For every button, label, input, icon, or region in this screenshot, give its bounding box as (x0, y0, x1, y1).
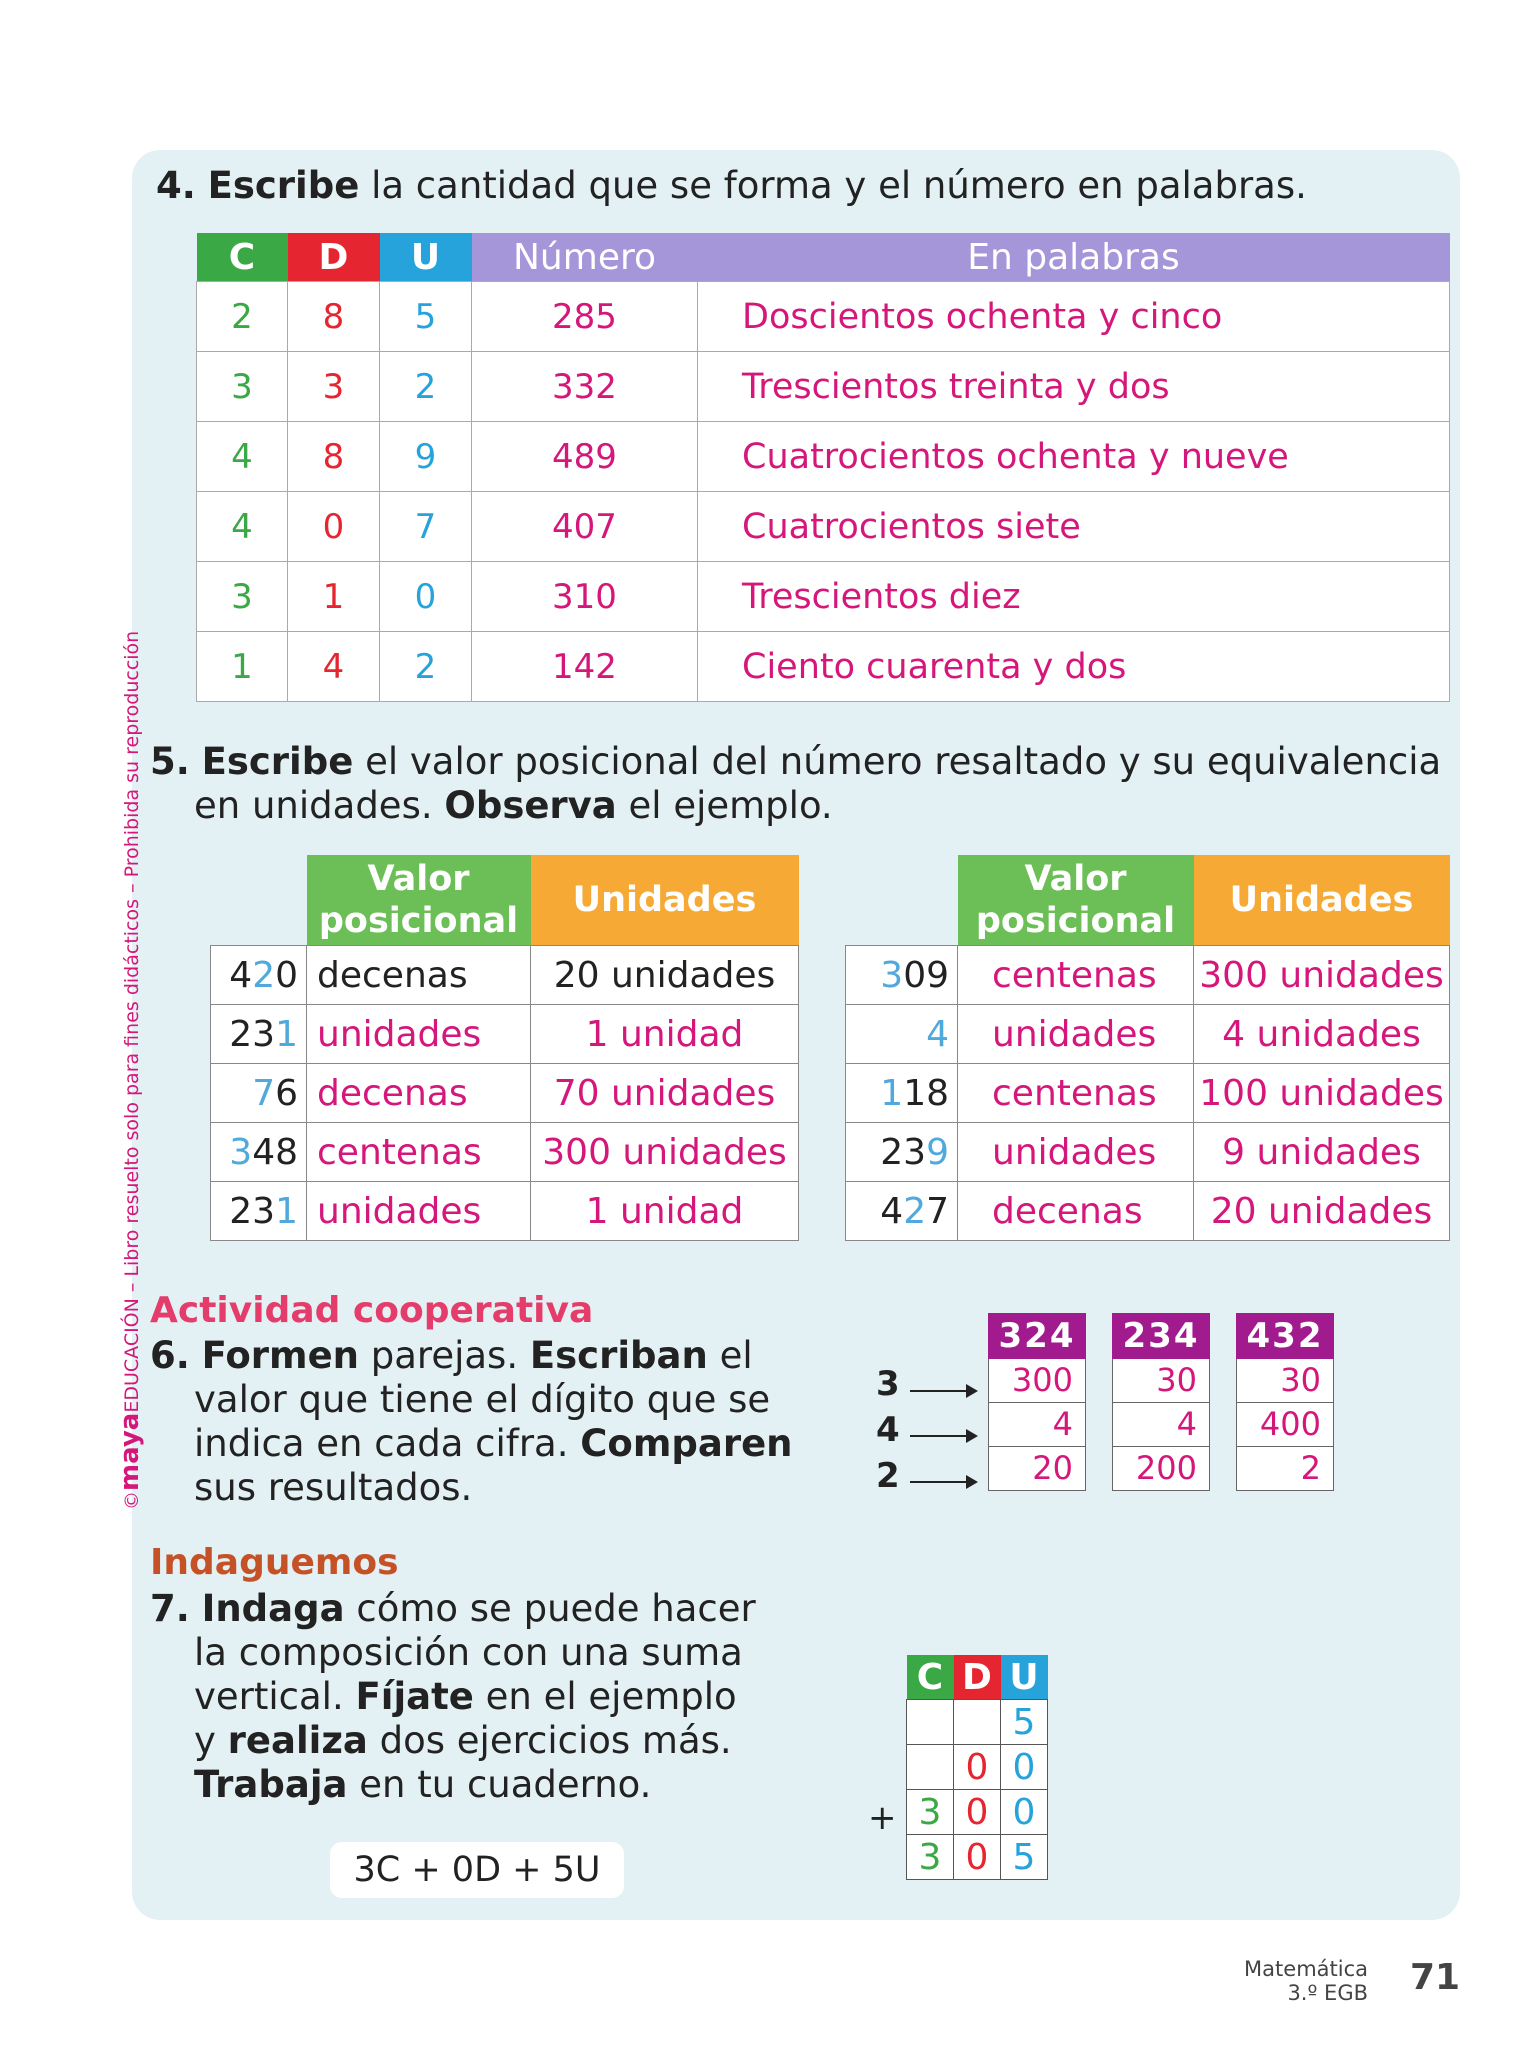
ex6-text-1: parejas. (359, 1334, 530, 1377)
box-value: 2 (1236, 1447, 1334, 1491)
grid-row (907, 1745, 1048, 1790)
grid-header-c: C (907, 1655, 954, 1700)
cell-numero: 407 (472, 492, 698, 562)
num-post: 6 (275, 1072, 298, 1114)
footer-subject-name: Matemática (1244, 1957, 1368, 1981)
cell-d: 8 (288, 282, 380, 352)
header-en-palabras: En palabras (698, 233, 1450, 282)
table-row (197, 282, 1450, 352)
page-number: 71 (1410, 1957, 1461, 1998)
table-row (197, 422, 1450, 492)
cell-c: 2 (197, 282, 288, 352)
num-post: 09 (903, 954, 949, 996)
ex6-verb-formen: Formen (201, 1334, 360, 1377)
grid-cell: 0 (954, 1790, 1001, 1835)
cell-c: 3 (197, 352, 288, 422)
number-cell (211, 1123, 307, 1182)
ex7-text-1: cómo se puede hacer (344, 1587, 756, 1630)
grid-cell (907, 1700, 954, 1745)
cell-c: 4 (197, 422, 288, 492)
table-row (211, 1064, 799, 1123)
blank-header (846, 855, 958, 946)
grid-cell: 5 (1001, 1835, 1048, 1880)
ex6-line-3: indica en cada cifra. (194, 1422, 581, 1465)
header-c: C (197, 233, 288, 282)
table-row (211, 1182, 799, 1241)
unidades-cell: 300 unidades (531, 1123, 799, 1182)
grid-cell: 3 (907, 1790, 954, 1835)
table-row (197, 632, 1450, 702)
grid-row (907, 1835, 1048, 1880)
number-cell (846, 1064, 958, 1123)
num-highlight: 3 (880, 954, 904, 996)
ex6-verb-comparen: Comparen (580, 1422, 793, 1465)
ex4-text: la cantidad que se forma y el número en palabras. (359, 164, 1307, 207)
formula-box: 3C + 0D + 5U (330, 1842, 624, 1898)
unidades-cell: 9 unidades (1194, 1123, 1450, 1182)
number-cell (846, 1123, 958, 1182)
num-highlight: 1 (275, 1013, 298, 1055)
ex5-text-2: en unidades. (194, 784, 445, 827)
cell-d: 8 (288, 422, 380, 492)
header-u: U (380, 233, 472, 282)
valor-cell: decenas (307, 946, 531, 1005)
valor-cell: centenas (958, 1064, 1194, 1123)
ex5-text-3: el ejemplo. (616, 784, 833, 827)
num-highlight: 2 (252, 954, 276, 996)
valor-cell: unidades (307, 1182, 531, 1241)
table-row (211, 946, 799, 1005)
box-value: 300 (988, 1359, 1086, 1403)
cell-u: 0 (380, 562, 472, 632)
table-row (211, 1005, 799, 1064)
unidades-cell: 300 unidades (1194, 946, 1450, 1005)
grid-cell (907, 1745, 954, 1790)
grid-cell: 0 (954, 1745, 1001, 1790)
section-indaguemos: Indaguemos (150, 1542, 399, 1583)
unidades-cell: 20 unidades (531, 946, 799, 1005)
num-highlight: 7 (252, 1072, 276, 1114)
number-cell (846, 946, 958, 1005)
ex7-text-4: dos ejercicios más. (367, 1719, 732, 1762)
num-highlight: 4 (926, 1013, 949, 1055)
number-cell (211, 946, 307, 1005)
footer-subject (1244, 1957, 1368, 2005)
copyright-symbol: © (121, 1491, 143, 1510)
cell-palabras: Doscientos ochenta y cinco (698, 282, 1450, 352)
header-valor-posicional: Valor posicional (307, 855, 531, 946)
num-pre: 4 (229, 954, 253, 996)
box-value: 4 (988, 1403, 1086, 1447)
ex6-verb-escriban: Escriban (529, 1334, 708, 1377)
ex5-verb-observa: Observa (444, 784, 617, 827)
num-pre: 4 (880, 1190, 904, 1232)
cdu-addition-grid (906, 1655, 1048, 1880)
digit-label-3: 3 (876, 1364, 900, 1404)
grid-cell: 0 (954, 1835, 1001, 1880)
valor-cell: centenas (307, 1123, 531, 1182)
ex5-instruction (150, 740, 1441, 828)
cell-numero: 489 (472, 422, 698, 492)
grid-cell: 0 (1001, 1745, 1048, 1790)
table-row (846, 1064, 1450, 1123)
ex5-number: 5. (150, 740, 190, 783)
table-row (846, 1123, 1450, 1182)
sidebar-text: EDUCACIÓN – Libro resuelto solo para fines didácticos – Prohibida su reproducción (121, 630, 143, 1413)
ex7-verb-realiza: realiza (227, 1719, 368, 1762)
ex7-instruction (150, 1587, 756, 1807)
num-highlight: 9 (926, 1131, 949, 1173)
ex7-line-4: y (194, 1719, 228, 1762)
num-highlight: 1 (275, 1190, 298, 1232)
ex7-verb-trabaja: Trabaja (194, 1763, 348, 1806)
grid-header-d: D (954, 1655, 1001, 1700)
header-numero: Número (472, 233, 698, 282)
ex7-text-5: en tu cuaderno. (347, 1763, 652, 1806)
grid-cell: 3 (907, 1835, 954, 1880)
unidades-cell: 70 unidades (531, 1064, 799, 1123)
valor-cell: decenas (307, 1064, 531, 1123)
ex7-number: 7. (150, 1587, 190, 1630)
cell-u: 2 (380, 352, 472, 422)
num-post: 7 (926, 1190, 949, 1232)
arrow-icon (910, 1390, 976, 1392)
unidades-cell: 100 unidades (1194, 1064, 1450, 1123)
ex7-verb-fijate: Fíjate (355, 1675, 474, 1718)
number-cell (846, 1182, 958, 1241)
arrow-icon (910, 1435, 976, 1437)
cell-c: 4 (197, 492, 288, 562)
ex5-table-right (845, 855, 1450, 1241)
header-d: D (288, 233, 380, 282)
cell-c: 1 (197, 632, 288, 702)
box-title: 324 (988, 1313, 1086, 1359)
valor-cell: decenas (958, 1182, 1194, 1241)
number-box-234 (1112, 1313, 1210, 1491)
table-row (211, 1123, 799, 1182)
box-value: 400 (1236, 1403, 1334, 1447)
num-highlight: 2 (903, 1190, 927, 1232)
header-valor-posicional: Valor posicional (958, 855, 1194, 946)
ex7-line-3: vertical. (194, 1675, 356, 1718)
ex4-table (196, 233, 1450, 702)
cell-numero: 142 (472, 632, 698, 702)
table-row (846, 946, 1450, 1005)
number-box-324 (988, 1313, 1086, 1491)
digit-label-4: 4 (876, 1410, 900, 1450)
cell-u: 7 (380, 492, 472, 562)
num-highlight: 1 (880, 1072, 904, 1114)
valor-cell: unidades (307, 1005, 531, 1064)
cell-u: 2 (380, 632, 472, 702)
footer-grade: 3.º EGB (1287, 1981, 1368, 2005)
cell-palabras: Cuatrocientos siete (698, 492, 1450, 562)
cell-c: 3 (197, 562, 288, 632)
grid-row (907, 1700, 1048, 1745)
unidades-cell: 1 unidad (531, 1005, 799, 1064)
box-title: 432 (1236, 1313, 1334, 1359)
number-cell (211, 1005, 307, 1064)
header-unidades: Unidades (1194, 855, 1450, 946)
num-post: 48 (252, 1131, 298, 1173)
table-row (197, 352, 1450, 422)
box-title: 234 (1112, 1313, 1210, 1359)
table-row (846, 1005, 1450, 1064)
ex7-text-3: en el ejemplo (473, 1675, 737, 1718)
num-pre: 23 (229, 1190, 276, 1232)
ex6-number: 6. (150, 1334, 190, 1377)
ex5-verb-escribe: Escribe (201, 740, 354, 783)
cell-u: 9 (380, 422, 472, 492)
unidades-cell: 20 unidades (1194, 1182, 1450, 1241)
ex5-table-left (210, 855, 799, 1241)
cell-d: 0 (288, 492, 380, 562)
cell-palabras: Trescientos treinta y dos (698, 352, 1450, 422)
box-value: 20 (988, 1447, 1086, 1491)
cell-d: 1 (288, 562, 380, 632)
box-value: 30 (1112, 1359, 1210, 1403)
blank-header (211, 855, 307, 946)
num-pre: 23 (229, 1013, 276, 1055)
ex7-line-2: la composición con una suma (194, 1631, 743, 1674)
cell-d: 4 (288, 632, 380, 702)
ex6-line-2: valor que tiene el dígito que se (194, 1378, 771, 1421)
ex6-text-2: el (707, 1334, 753, 1377)
valor-cell: unidades (958, 1005, 1194, 1064)
num-highlight: 3 (229, 1131, 253, 1173)
ex7-verb-indaga: Indaga (201, 1587, 345, 1630)
box-value: 30 (1236, 1359, 1334, 1403)
copyright-sidebar (115, 631, 145, 1510)
cell-u: 5 (380, 282, 472, 352)
cell-d: 3 (288, 352, 380, 422)
grid-cell: 5 (1001, 1700, 1048, 1745)
ex4-verb: Escribe (207, 164, 360, 207)
number-box-432 (1236, 1313, 1334, 1491)
number-cell (211, 1182, 307, 1241)
grid-row (907, 1790, 1048, 1835)
cell-numero: 332 (472, 352, 698, 422)
number-cell (211, 1064, 307, 1123)
number-cell (846, 1005, 958, 1064)
table-row (197, 562, 1450, 632)
box-value: 4 (1112, 1403, 1210, 1447)
ex5-text-1: el valor posicional del número resaltado y su equivalencia (353, 740, 1442, 783)
cell-palabras: Ciento cuarenta y dos (698, 632, 1450, 702)
valor-cell: centenas (958, 946, 1194, 1005)
box-value: 200 (1112, 1447, 1210, 1491)
digit-label-2: 2 (876, 1456, 900, 1496)
grid-cell: 0 (1001, 1790, 1048, 1835)
arrow-icon (910, 1481, 976, 1483)
plus-sign: + (868, 1798, 897, 1838)
cell-palabras: Trescientos diez (698, 562, 1450, 632)
ex4-header-row (197, 233, 1450, 282)
cell-palabras: Cuatrocientos ochenta y nueve (698, 422, 1450, 492)
num-pre: 23 (880, 1131, 927, 1173)
table-row (846, 1182, 1450, 1241)
num-post: 0 (275, 954, 298, 996)
table-row (197, 492, 1450, 562)
num-post: 18 (903, 1072, 949, 1114)
grid-cell (954, 1700, 1001, 1745)
header-unidades: Unidades (531, 855, 799, 946)
valor-cell: unidades (958, 1123, 1194, 1182)
grid-header-u: U (1001, 1655, 1048, 1700)
ex4-instruction (156, 164, 1307, 208)
unidades-cell: 1 unidad (531, 1182, 799, 1241)
ex6-instruction (150, 1334, 793, 1510)
brand-logo: maya (115, 1412, 145, 1491)
cell-numero: 285 (472, 282, 698, 352)
cell-numero: 310 (472, 562, 698, 632)
section-actividad-cooperativa: Actividad cooperativa (150, 1290, 594, 1331)
ex4-number: 4. (156, 164, 196, 207)
ex6-line-4: sus resultados. (194, 1466, 473, 1509)
unidades-cell: 4 unidades (1194, 1005, 1450, 1064)
